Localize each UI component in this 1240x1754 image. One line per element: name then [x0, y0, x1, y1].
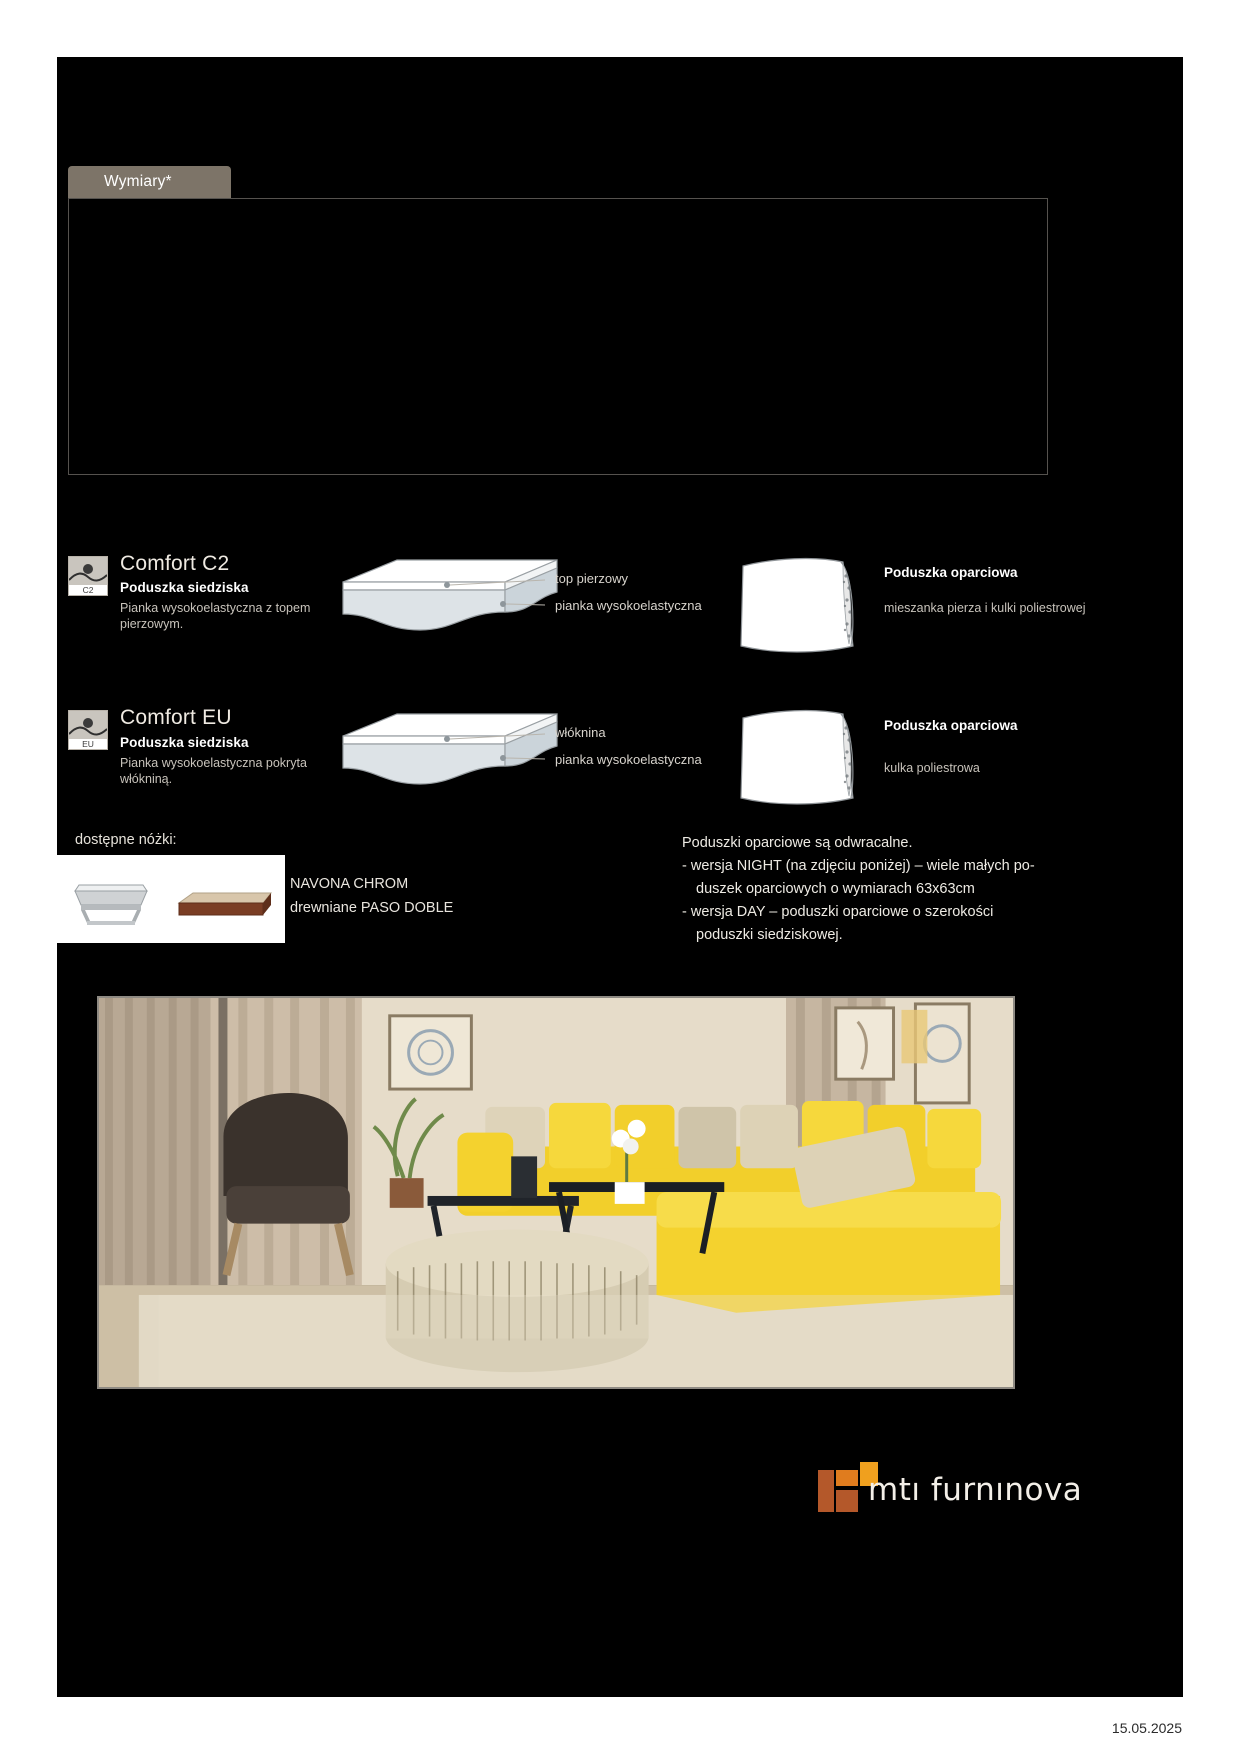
comfort-badge-c2: [68, 556, 108, 596]
callout-bottom-eu: pianka wysokoelastyczna: [555, 752, 702, 767]
interior-photo-illustration: [99, 998, 1013, 1387]
dimensions-tab: Wymiary*: [68, 166, 231, 198]
brand-logo-text: mtı furnınova: [868, 1472, 1083, 1508]
comfort-description-c2: Pianka wysokoelastyczna z topem pierzowym.: [120, 601, 311, 631]
comfort-badge-eu: [68, 710, 108, 750]
callout-top-c2: top pierzowy: [555, 571, 628, 586]
comfort-badge-label-c2: C2: [69, 585, 107, 595]
legs-names: [290, 872, 453, 920]
dimensions-drawing-box: [68, 198, 1048, 475]
comfort-description-eu: Pianka wysokoelastyczna pokryta włókniną.: [120, 756, 307, 786]
comfort-title-eu: Comfort EU: [120, 706, 232, 729]
wave-icon: [69, 724, 107, 738]
back-pillow-diagram-c2: [735, 550, 865, 660]
pillow-note: [682, 832, 1082, 947]
comfort-subtitle-eu: Poduszka siedziska: [120, 735, 249, 750]
pillow-desc-eu: kulka poliestrowa: [884, 761, 980, 775]
seat-cushion-diagram-c2: [335, 552, 565, 652]
leg-name-chrome: NAVONA CHROM: [290, 876, 409, 892]
pillow-note-line-1: Poduszki oparciowe są odwracalne.: [682, 835, 913, 851]
pillow-desc-c2: mieszanka pierza i kulki poliestrowej: [884, 601, 1086, 615]
leg-image-navona-chrom: [57, 855, 165, 943]
pillow-note-line-2: - wersja NIGHT (na zdjęciu poniżej) – wiele małych po-: [682, 858, 1035, 874]
interior-photo: [97, 996, 1015, 1389]
seat-cushion-diagram-eu: [335, 706, 565, 806]
legs-label: dostępne nóżki:: [75, 832, 177, 848]
pillow-title-c2: Poduszka oparciowa: [884, 565, 1018, 580]
back-pillow-diagram-eu: [735, 702, 865, 812]
pillow-title-eu: Poduszka oparciowa: [884, 718, 1018, 733]
comfort-title-c2: Comfort C2: [120, 552, 230, 575]
pillow-note-line-3: - wersja DAY – poduszki oparciowe o szerokości: [682, 904, 994, 920]
wave-icon: [69, 570, 107, 584]
comfort-subtitle-c2: Poduszka siedziska: [120, 580, 249, 595]
callout-top-eu: włóknina: [555, 725, 606, 740]
pillow-note-line-2b: duszek oparciowych o wymiarach 63x63cm: [696, 881, 975, 897]
document-date: 15.05.2025: [1111, 1720, 1182, 1736]
comfort-badge-label-eu: EU: [69, 739, 107, 749]
leg-name-wood: drewniane PASO DOBLE: [290, 900, 454, 916]
callout-bottom-c2: pianka wysokoelastyczna: [555, 598, 702, 613]
leg-image-paso-doble: [165, 855, 285, 943]
pillow-note-line-3b: poduszki siedziskowej.: [696, 927, 843, 943]
